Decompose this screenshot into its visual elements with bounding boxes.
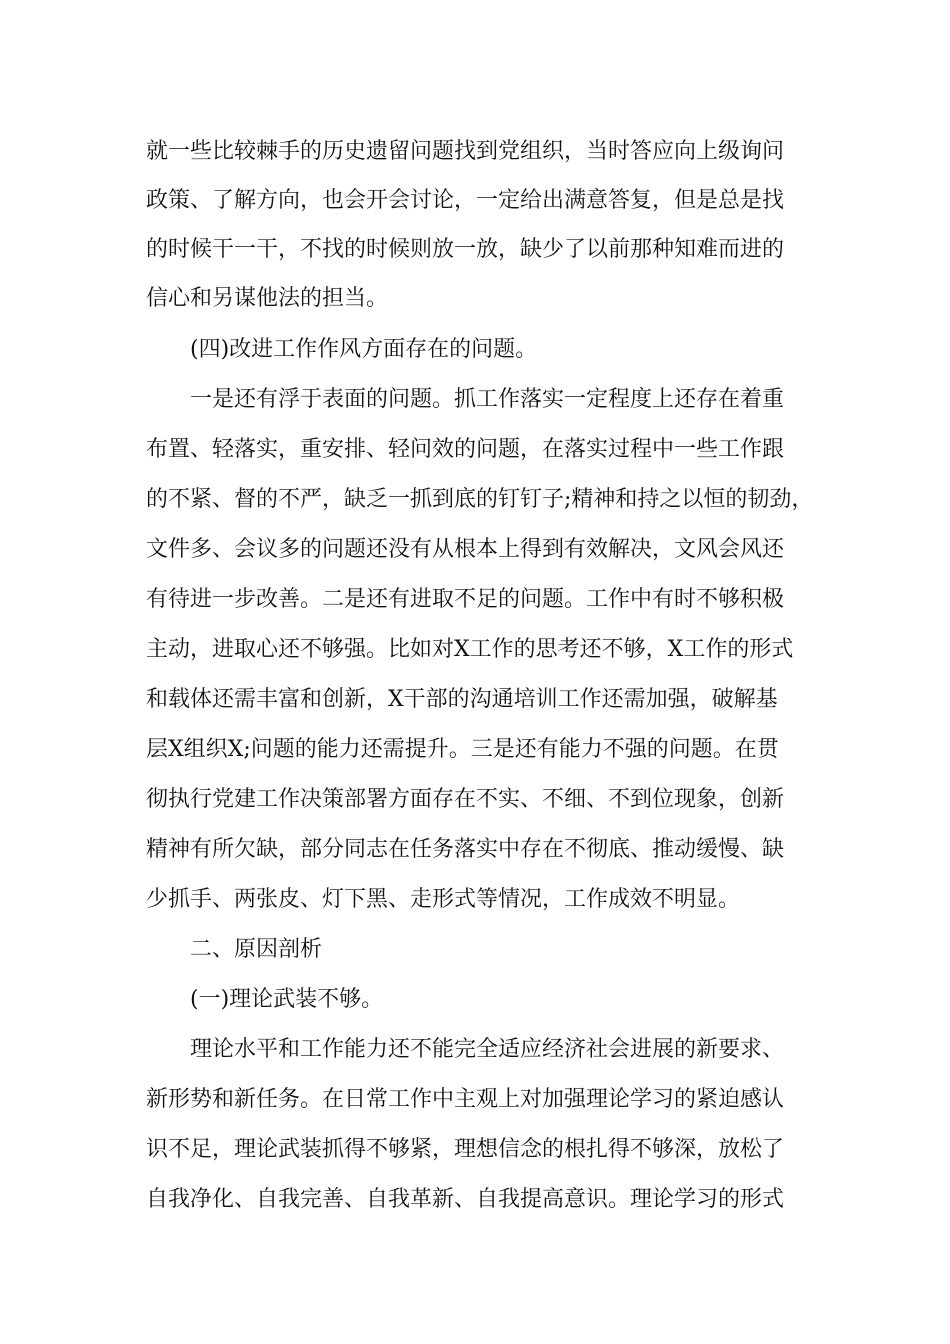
text-line: 政策、了解方向，也会开会讨论，一定给出满意答复，但是总是找 bbox=[146, 188, 785, 213]
text-line: 的不紧、督的不严，缺乏一抓到底的钉钉子;精神和持之以恒的韧劲， bbox=[146, 487, 814, 512]
text-line: 主动，进取心还不够强。比如对X工作的思考还不够，X工作的形式 bbox=[146, 637, 794, 662]
section-heading: (四)改进工作作风方面存在的问题。 bbox=[190, 337, 538, 362]
text-line: 少抓手、两张皮、灯下黑、走形式等情况，工作成效不明显。 bbox=[146, 887, 741, 912]
text-line: 的时候干一干，不找的时候则放一放，缺少了以前那种知难而进的 bbox=[146, 237, 785, 262]
text-line: 精神有所欠缺，部分同志在任务落实中存在不彻底、推动缓慢、缺 bbox=[146, 837, 785, 862]
text-line: 文件多、会议多的问题还没有从根本上得到有效解决，文风会风还 bbox=[146, 537, 785, 562]
section-heading: 二、原因剖析 bbox=[190, 937, 323, 962]
text-line: 理论水平和工作能力还不能完全适应经济社会进展的新要求、 bbox=[190, 1037, 785, 1062]
text-line: 彻执行党建工作决策部署方面存在不实、不细、不到位现象，创新 bbox=[146, 787, 785, 812]
text-line: 就一些比较棘手的历史遗留问题找到党组织，当时答应向上级询问 bbox=[146, 139, 785, 164]
text-line: 一是还有浮于表面的问题。抓工作落实一定程度上还存在着重 bbox=[190, 387, 785, 412]
text-line: 有待进一步改善。二是还有进取不足的问题。工作中有时不够积极 bbox=[146, 587, 785, 612]
section-heading: (一)理论武装不够。 bbox=[190, 987, 384, 1012]
text-line: 和载体还需丰富和创新，X干部的沟通培训工作还需加强，破解基 bbox=[146, 687, 778, 712]
text-line: 布置、轻落实，重安排、轻问效的问题，在落实过程中一些工作跟 bbox=[146, 437, 785, 462]
text-line: 自我净化、自我完善、自我革新、自我提高意识。理论学习的形式 bbox=[146, 1187, 785, 1212]
text-line: 层X组织X;问题的能力还需提升。三是还有能力不强的问题。在贯 bbox=[146, 737, 779, 762]
text-line: 信心和另谋他法的担当。 bbox=[146, 286, 389, 311]
text-line: 识不足，理论武装抓得不够紧，理想信念的根扎得不够深，放松了 bbox=[146, 1137, 785, 1162]
text-line: 新形势和新任务。在日常工作中主观上对加强理论学习的紧迫感认 bbox=[146, 1087, 785, 1112]
